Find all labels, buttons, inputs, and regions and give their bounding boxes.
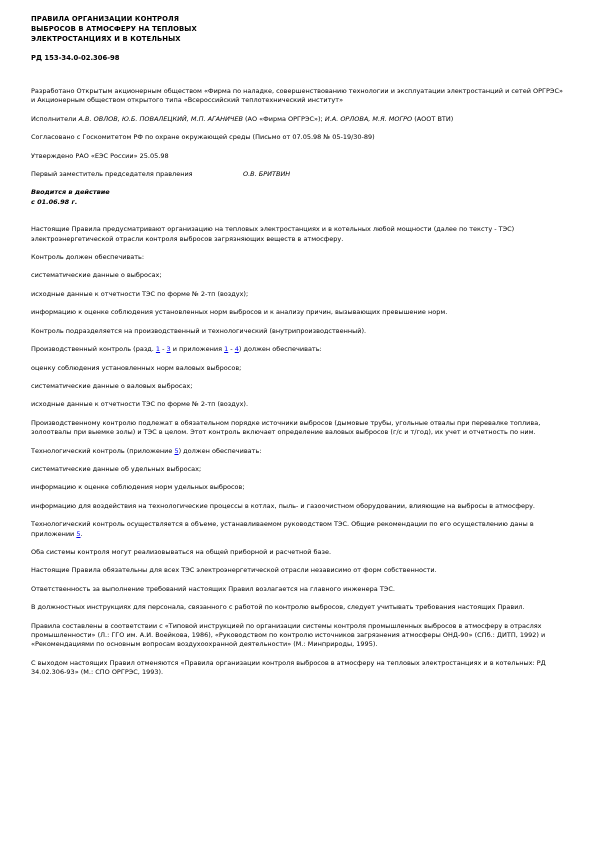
list-item-info: информацию к оценке соблюдения установленных норм выбросов и к анализу причин, вызывающих превышение норм. [31, 308, 448, 317]
paragraph-prod-subject: Производственному контролю подлежат в обязательном порядке источники выбросов (дымовые трубы, угольные отвалы при перевалке топлива, золоотвалы при выемке золы) и ТЭС в целом. Этот контроль включает определение валовых выбросов (г/с и т/год), их учет и отчетность по ним. [31, 418, 541, 437]
paragraph-subdivided: Контроль подразделяется на производственный и технологический (внутрипроизводственный). [31, 326, 367, 335]
signature-block [31, 170, 565, 179]
effective-line-1: Вводится в действие [31, 188, 110, 197]
list-item-info-specific: информацию к оценке соблюдения норм удельных выбросов; [31, 483, 245, 492]
title-line-2: ВЫБРОСОВ В АТМОСФЕРУ НА ТЕПЛОВЫХ [31, 25, 197, 33]
approved-text: Утверждено РАО «ЕЭС России» 25.05.98 [31, 151, 169, 160]
list-item-sys-gross: систематические данные о валовых выбросах; [31, 381, 193, 390]
effective-line-2: с 01.06.98 г. [31, 197, 78, 206]
paragraph-compiled: Правила составлены в соответствии с «Типовой инструкцией по организации системы контроля промышленных выбросов в атмосферу в отраслях промышленности» (Л.: ГГО им. А.И. Воейкова, 1986), «Руководством по контролю источников загрязнения атмосферы ОНД-90» (СПб.: ДИТП, 1992) и «Рекомендациями по основным вопросам воздухоохранной деятельности» (М.: Минприроды, 1995). [31, 621, 546, 649]
paragraph-replace: С выходом настоящих Правил отменяются «Правила организации контроля выбросов в атмосферу на тепловых электростанциях и в котельных: РД 34.02.306-93» (М.: СПО ОРГРЭС, 1993). [31, 658, 546, 677]
prod-text-post: ) должен обеспечивать: [238, 345, 322, 354]
executors-label: Исполнители [31, 114, 77, 123]
link-appendix-4[interactable]: 4 [234, 345, 239, 354]
tech-text-pre: Технологический контроль (приложение [31, 446, 175, 455]
prod-text-mid: и приложения [170, 345, 225, 354]
document-title [31, 14, 565, 44]
link-appendix-5b[interactable]: 5 [76, 529, 81, 538]
tech-scope-text: Технологический контроль осуществляется в объеме, устанавливаемом руководством ТЭС. Общие рекомендации по его осуществлению даны в приложении [31, 520, 534, 538]
paragraph-scope: Настоящие Правила предусматривают организацию на тепловых электростанциях и в котельных любой мощности (далее по тексту - ТЭС) электроэнергетической отрасли контроля выбросов загрязняющих веществ в атмосферу. [31, 225, 515, 243]
list-item-sys-data: систематические данные о выбросах; [31, 271, 162, 280]
prod-text-pre: Производственный контроль (разд. [31, 345, 156, 354]
list-item-report-data: исходные данные к отчетности ТЭС по форме № 2-тп (воздух); [31, 289, 249, 298]
paragraph-both: Оба системы контроля могут реализовываться на общей приборной и расчетной базе. [31, 547, 332, 556]
list-item-assess-gross: оценку соблюдения установленных норм валовых выбросов; [31, 363, 242, 372]
tech-scope-period: . [80, 529, 83, 538]
agreed-text: Согласовано с Госкомитетом РФ по охране окружающей среды (Письмо от 07.05.98 № 05-19/30-89) [31, 133, 375, 142]
list-item-sys-specific: систематические данные об удельных выбросах; [31, 464, 202, 473]
executors-org-2: (АООТ ВТИ) [414, 114, 454, 123]
paragraph-instructions: В должностных инструкциях для персонала, связанного с работой по контролю выбросов, следует учитывать требования настоящих Правил. [31, 603, 525, 612]
paragraph-control-must: Контроль должен обеспечивать: [31, 253, 145, 262]
title-line-3: ЭЛЕКТРОСТАНЦИЯХ И В КОТЕЛЬНЫХ [31, 35, 181, 43]
link-appendix-5[interactable]: 5 [174, 446, 179, 455]
document [31, 14, 565, 687]
prod-text-dash-1: - [160, 345, 167, 354]
link-appendix-1[interactable]: 1 [224, 345, 229, 354]
executors-names-1: А.В. ОВЛОВ, Ю.Б. ПОВАЛЕЦКИЙ, М.П. АГАНИЧЕВ [78, 114, 243, 123]
executors-org-1: (АО «Фирма ОРГРЭС»); [244, 114, 323, 123]
document-code: РД 153-34.0-02.306-98 [31, 54, 120, 62]
link-section-1[interactable]: 1 [155, 345, 161, 354]
title-line-1: ПРАВИЛА ОРГАНИЗАЦИИ КОНТРОЛЯ [31, 15, 180, 23]
list-item-info-impact: информацию для воздействия на технологические процессы в котлах, пыль- и газоочистном оборудовании, влияющие на выбросы в атмосферу. [31, 501, 536, 510]
paragraph-tech-control [31, 447, 565, 456]
list-item-report-data-2: исходные данные к отчетности ТЭС по форме № 2-тп (воздух). [31, 400, 249, 409]
link-section-3[interactable]: 3 [166, 345, 171, 354]
paragraph-tech-scope [31, 520, 565, 539]
executors [31, 115, 565, 124]
effective-date-block [31, 188, 565, 207]
deputy-name: О.В. БРИТВИН [243, 170, 291, 179]
paragraph-responsibility: Ответственность за выполнение требований настоящих Правил возлагается на главного инженера ТЭС. [31, 584, 395, 593]
executors-names-2: И.А. ОРЛОВА, М.Я. МОГРО [324, 114, 413, 123]
paragraph-mandatory: Настоящие Правила обязательны для всех ТЭС электроэнергетической отрасли независимо от форм собственности. [31, 566, 437, 575]
paragraph-prod-control [31, 345, 565, 354]
deputy-role: Первый заместитель председателя правления [31, 170, 193, 179]
developed-by: Разработано Открытым акционерным обществом «Фирма по наладке, совершенствованию технологии и эксплуатации электростанций и сетей ОРГРЭС» и Акционерным обществом открытого типа «Всероссийский теплотехнический институт» [31, 87, 563, 105]
tech-text-post: ) должен обеспечивать: [178, 446, 262, 455]
prod-text-dash-2: - [228, 345, 235, 354]
